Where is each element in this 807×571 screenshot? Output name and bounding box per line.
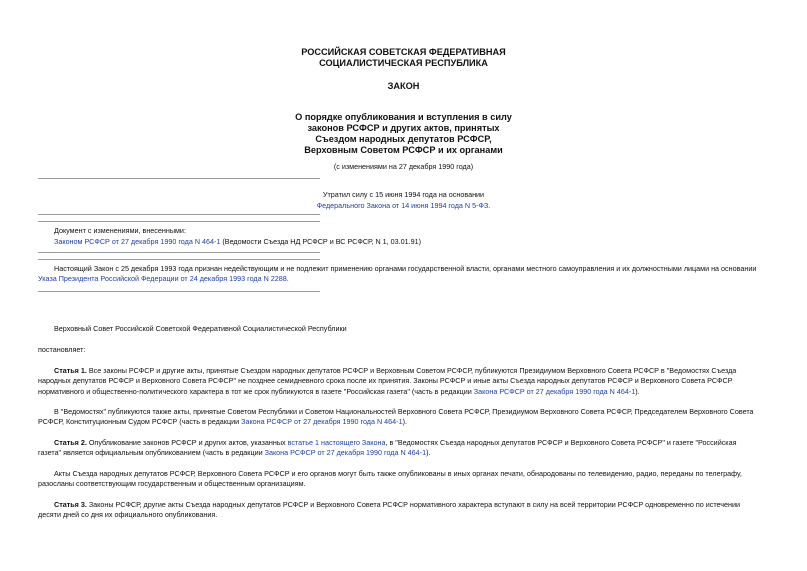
article-2-text-2: газета" является официальным опубликованием (часть в редакции — [38, 448, 265, 458]
article-3-text-2: десяти дней со дня их официального опубликования. — [38, 510, 218, 520]
title-line-2: законов РСФСР и других актов, принятых — [307, 123, 500, 133]
paragraph-vedomosti-text-2: РСФСР, Конституционным Судом РСФСР (часть в редакции — [38, 417, 242, 427]
article-2 — [38, 438, 772, 459]
state-name-line-2: СОЦИАЛИСТИЧЕСКАЯ РЕСПУБЛИКА — [319, 58, 488, 68]
changes-label: Документ с изменениями, внесенными: — [54, 226, 186, 235]
title-line-3: Съездом народных депутатов РСФСР, — [315, 134, 492, 144]
title-line-1: О порядке опубликования и вступления в силу — [295, 112, 512, 122]
validity-text: Настоящий Закон с 25 декабря 1993 года признан недействующим и не подлежит применению органами государственной власти, органами местного самоуправления и их должностными лицами на основании — [54, 264, 757, 273]
article-1-text-3: нормативного и общественно-политического характера в тот же срок публикуются в газете "Российская газета" (часть в редакции — [38, 386, 474, 396]
divider — [38, 252, 320, 253]
council-line — [38, 324, 772, 334]
article-1-text-3-end: ). — [635, 386, 640, 396]
article-3-label: Статья 3. — [54, 500, 87, 509]
decrees-line — [38, 345, 772, 355]
article-2-text-1b: , в "Ведомостях Съезда народных депутатов РСФСР и Верховного Совета РСФСР" и газете "Российская — [385, 438, 737, 447]
decree-link[interactable]: Указа Президента Российской Федерации от 24 декабря 1993 года N 2288. — [38, 274, 289, 284]
amendment-note: (с изменениями на 27 декабря 1990 года) — [333, 162, 474, 171]
divider — [38, 178, 320, 179]
article-1 — [38, 366, 772, 397]
article-2-text-2-end: ). — [426, 448, 431, 458]
paragraph-other-media-text-1: Акты Съезда народных депутатов РСФСР, Верховного Совета РСФСР и его органов могут быть также опубликованы в иных органах печати, обнародованы по телевидению, радио, переданы по телеграфу, — [54, 469, 742, 478]
validity-notice — [38, 264, 772, 285]
paragraph-vedomosti-text-1: В "Ведомостях" публикуются также акты, принятые Советом Республики и Советом Национальностей Верховного Совета РСФСР, Президиумом Верховного Совета РСФСР, Председателем Верховного Совета — [54, 407, 754, 416]
article-1-ref-link[interactable]: встатье 1 настоящего Закона — [287, 438, 386, 447]
divider — [38, 291, 320, 292]
expiry-text: Утратил силу с 15 июня 1994 года на основании — [322, 190, 485, 199]
changes-source: (Ведомости Съезда НД РСФСР и ВС РСФСР, N 1, 03.01.91) — [220, 237, 421, 246]
changes-row — [54, 237, 421, 247]
paragraph-vedomosti-amend-link[interactable]: Закона РСФСР от 27 декабря 1990 года N 464-1 — [241, 417, 403, 427]
paragraph-vedomosti-text-2-end: ). — [402, 417, 407, 427]
article-2-text-1a: Опубликование законов РСФСР и других актов, указанных — [86, 438, 288, 447]
divider — [38, 221, 320, 222]
article-1-amend-link[interactable]: Закона РСФСР от 27 декабря 1990 года N 464-1 — [473, 386, 636, 396]
decrees-text: постановляет: — [38, 345, 86, 354]
state-name-line-1: РОССИЙСКАЯ СОВЕТСКАЯ ФЕДЕРАТИВНАЯ — [301, 47, 506, 57]
title-line-4: Верховным Советом РСФСР и их органами — [304, 145, 503, 155]
divider — [38, 214, 320, 215]
council-text: Верховный Совет Российской Советской Федеративной Социалистической Республики — [54, 324, 347, 333]
article-3-text-1: Законы РСФСР, другие акты Съезда народных депутатов РСФСР и Верховного Совета РСФСР нормативного характера вступают в силу на всей территории РСФСР одновременно по истечении — [86, 500, 741, 509]
paragraph-vedomosti — [38, 407, 772, 428]
document-type: ЗАКОН — [387, 81, 420, 91]
changes-law-link[interactable]: Законом РСФСР от 27 декабря 1990 года N 464-1 — [54, 237, 221, 246]
divider — [38, 259, 320, 260]
article-1-label: Статья 1. — [54, 366, 87, 375]
paragraph-other-media — [38, 469, 772, 490]
article-2-label: Статья 2. — [54, 438, 87, 447]
expiry-link-row — [0, 201, 807, 211]
expiry-law-link[interactable]: Федерального Закона от 14 июня 1994 года N 5-ФЗ. — [316, 201, 491, 210]
article-3 — [38, 500, 772, 521]
paragraph-other-media-text-2: разосланы соответствующим государственным и общественным организациям. — [38, 479, 306, 489]
article-1-text-1: Все законы РСФСР и другие акты, принятые Съездом народных депутатов РСФСР и Верховным Советом РСФСР, публикуются Президиумом Верховного Совета РСФСР в "Ведомостях Съезда — [86, 366, 737, 375]
article-1-text-2: народных депутатов РСФСР и Верховного Совета РСФСР" не позднее семидневного срока после их принятия. Законы РСФСР и иные акты Съезда народных депутатов РСФСР и Верховного Совета РСФСР — [38, 376, 733, 386]
article-2-amend-link[interactable]: Закона РСФСР от 27 декабря 1990 года N 464-1 — [264, 448, 427, 458]
